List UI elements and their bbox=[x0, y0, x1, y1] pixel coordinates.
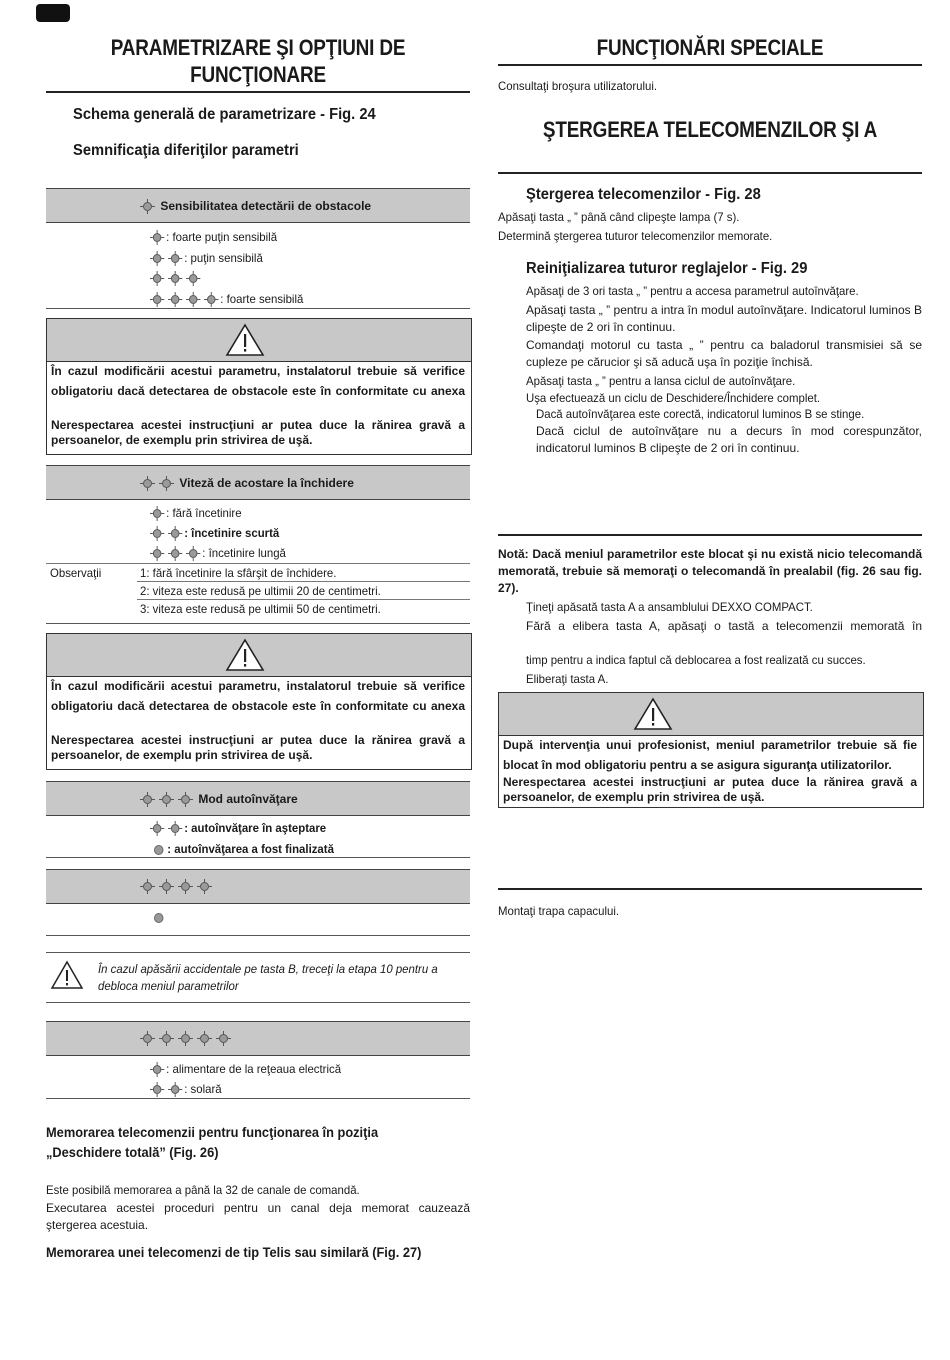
param1-label: Sensibilitatea detectării de obstacole bbox=[160, 199, 372, 213]
led-icon bbox=[150, 526, 164, 541]
led-icon bbox=[150, 292, 164, 307]
param3-opt1-text: : autoînvăţare în aşteptare bbox=[184, 821, 327, 835]
param4-leds bbox=[140, 879, 214, 894]
param2-bottom-rule bbox=[46, 623, 470, 624]
warning-2-line2: obligatoriu dacă detectarea de obstacole este în conformitate cu anexa bbox=[51, 699, 465, 713]
reset-step6: Dacă autoînvăţarea este corectă, indicatorul luminos B se stinge. bbox=[536, 407, 865, 421]
unlock-top-rule bbox=[498, 534, 922, 536]
right-title-2: ŞTERGEREA TELECOMENZILOR ŞI A bbox=[542, 117, 878, 142]
obs-1: 1: fără încetinire la sfârşit de închidere. bbox=[140, 566, 337, 580]
param3-bottom-rule bbox=[46, 857, 470, 858]
caution-triangle-icon bbox=[50, 960, 84, 990]
led-icon bbox=[178, 879, 193, 894]
led-off-icon bbox=[154, 913, 164, 923]
param1-label-row bbox=[140, 199, 371, 214]
led-off-icon bbox=[154, 845, 164, 855]
warning-3-line1: După intervenţia unui profesionist, meniul parametrilor trebuie să fie bbox=[503, 738, 917, 752]
led-icon bbox=[150, 1082, 164, 1097]
obs-row-line-2 bbox=[137, 581, 470, 582]
erase-line2: Determină ştergerea tuturor telecomenzilor memorate. bbox=[498, 229, 773, 243]
led-icon bbox=[216, 1031, 231, 1046]
led-icon bbox=[150, 506, 164, 521]
warning-2-text bbox=[51, 676, 465, 763]
unlock-step4: Eliberaţi tasta A. bbox=[526, 672, 609, 686]
right-title-2-rule bbox=[498, 172, 922, 174]
param5-bottom-rule bbox=[46, 1098, 470, 1099]
led-icon bbox=[150, 1062, 164, 1077]
led-icon bbox=[150, 821, 164, 836]
final-rule bbox=[498, 888, 922, 890]
param1-leds bbox=[140, 199, 155, 214]
warning-2-line1: În cazul modificării acestui parametru, instalatorul trebuie să verifice bbox=[51, 679, 465, 693]
mem-p1: Este posibilă memorarea a până la 32 de canale de comandă. bbox=[46, 1183, 360, 1197]
led-icon bbox=[159, 476, 174, 491]
param3-opt2-text: : autoînvăţarea a fost finalizată bbox=[167, 842, 334, 856]
param1-opt4 bbox=[150, 291, 303, 307]
param2-label-row bbox=[140, 476, 354, 491]
mem-title-line1: Memorarea telecomenzii pentru funcţionarea în poziţia bbox=[46, 1125, 379, 1140]
schema-heading: Schema generală de parametrizare - Fig. 24 bbox=[73, 106, 376, 123]
led-icon bbox=[140, 879, 155, 894]
mem-title-line2: „Deschidere totală” (Fig. 26) bbox=[46, 1145, 219, 1160]
led-icon bbox=[178, 792, 193, 807]
warning-triangle-icon bbox=[225, 323, 265, 357]
param2-label: Viteză de acostare la închidere bbox=[179, 476, 354, 490]
erase-heading: Ştergerea telecomenzilor - Fig. 28 bbox=[526, 186, 761, 203]
led-icon bbox=[186, 271, 200, 286]
led-icon bbox=[186, 546, 200, 561]
param4-bottom-rule bbox=[46, 935, 470, 936]
param3-label-row bbox=[140, 792, 298, 807]
param5-opt2-text: : solară bbox=[184, 1082, 222, 1096]
led-icon bbox=[150, 546, 164, 561]
erase-line1: Apăsaţi tasta „ ” până când clipeşte lampa (7 s). bbox=[498, 210, 740, 224]
note-line1: În cazul apăsării accidentale pe tasta B, treceţi la etapa 10 pentru a bbox=[98, 962, 438, 976]
note-text bbox=[98, 961, 438, 995]
unlock-step2: Fără a elibera tasta A, apăsaţi o tastă a telecomenzii memorată în bbox=[526, 619, 922, 633]
param1-opt4-text: : foarte sensibilă bbox=[220, 292, 304, 306]
unlock-step3: timp pentru a indica faptul că deblocarea a fost realizată cu succes. bbox=[526, 653, 866, 667]
led-icon bbox=[150, 230, 164, 245]
reset-heading: Reiniţializarea tuturor reglajelor - Fig. 29 bbox=[526, 260, 808, 277]
left-title bbox=[76, 34, 441, 88]
obs-label: Observaţii bbox=[50, 566, 102, 580]
note-bottom-rule bbox=[46, 1002, 470, 1003]
obs-2: 2: viteza este redusă pe ultimii 20 de centimetri. bbox=[140, 584, 381, 598]
param1-opt1 bbox=[150, 229, 277, 245]
led-icon bbox=[140, 476, 155, 491]
left-title-line1: PARAMETRIZARE ŞI OPŢIUNI DE bbox=[110, 35, 406, 60]
warning-1-line4: persoanelor, de exemplu prin strivirea de uşă. bbox=[51, 433, 313, 447]
led-icon bbox=[178, 1031, 193, 1046]
led-icon bbox=[197, 1031, 212, 1046]
reset-step7: Dacă ciclul de autoînvăţare nu a decurs în mod corespunzător, indicatorul luminos B clipeşte de 2 ori în continuu. bbox=[536, 424, 922, 455]
warning-3-text bbox=[503, 735, 917, 805]
warning-1-line2: obligatoriu dacă detectarea de obstacole este în conformitate cu anexa bbox=[51, 384, 465, 398]
led-icon bbox=[168, 271, 182, 286]
params-heading: Semnificaţia diferiţilor parametri bbox=[73, 142, 299, 159]
param2-opt2 bbox=[150, 525, 279, 541]
param5-leds bbox=[140, 1031, 233, 1046]
led-icon bbox=[186, 292, 200, 307]
warning-3-line2: blocat în mod obligatoriu pentru a se asigura siguranţa utilizatorilor. bbox=[503, 758, 892, 772]
consult-text: Consultaţi broşura utilizatorului. bbox=[498, 79, 658, 93]
reset-step2: Apăsaţi tasta „ ” pentru a intra în modul autoînvăţare. Indicatorul luminos B clipeşte de 2 ori în continuu. bbox=[526, 303, 922, 334]
left-title-line2: FUNCŢIONARE bbox=[190, 62, 326, 87]
param3-label: Mod autoînvăţare bbox=[198, 792, 298, 806]
reset-step3: Comandaţi motorul cu tasta „ ” pentru ca baladorul transmisiei să se cupleze pe cărucior şi să aducă uşa în poziţie închisă. bbox=[526, 338, 922, 369]
warning-triangle-icon bbox=[225, 638, 265, 672]
warning-2-line3: Nerespectarea acestei instrucţiuni ar putea duce la rănirea gravă a bbox=[51, 733, 465, 747]
param1-opt3 bbox=[150, 270, 202, 286]
reset-step4: Apăsaţi tasta „ ” pentru a lansa ciclul de autoînvăţare. bbox=[526, 374, 796, 388]
param1-bottom-rule bbox=[46, 308, 470, 309]
led-icon bbox=[168, 292, 182, 307]
param1-opt1-text: : foarte puţin sensibilă bbox=[166, 230, 278, 244]
warning-3-line3: Nerespectarea acestei instrucţiuni ar putea duce la rănirea gravă a bbox=[503, 775, 917, 789]
warning-1-line3: Nerespectarea acestei instrucţiuni ar putea duce la rănirea gravă a bbox=[51, 418, 465, 432]
warning-2-line4: persoanelor, de exemplu prin strivirea de uşă. bbox=[51, 748, 313, 762]
obs-3: 3: viteza este redusă pe ultimii 50 de centimetri. bbox=[140, 602, 381, 616]
param3-opt1 bbox=[150, 820, 326, 836]
page-tab-marker bbox=[36, 4, 70, 22]
param4-header bbox=[46, 869, 470, 904]
led-icon bbox=[140, 1031, 155, 1046]
warning-triangle-icon bbox=[633, 697, 673, 731]
param2-opt1 bbox=[150, 505, 242, 521]
left-title-rule bbox=[46, 91, 470, 93]
param1-opt2 bbox=[150, 250, 263, 266]
led-icon bbox=[168, 251, 182, 266]
warning-1-text bbox=[51, 361, 465, 448]
led-icon bbox=[168, 821, 182, 836]
led-icon bbox=[150, 251, 164, 266]
param2-opt3 bbox=[150, 545, 286, 561]
led-icon bbox=[159, 792, 174, 807]
param2-opt1-text: : fără încetinire bbox=[166, 506, 242, 520]
note-line2: debloca meniul parametrilor bbox=[98, 979, 239, 993]
unlock-note: Notă: Dacă meniul parametrilor este blocat şi nu există nicio telecomandă memorată, trebuie să memoraţi o telecomandă în prealabil (fig. 26 sau fig. 27). bbox=[498, 547, 922, 595]
led-icon bbox=[159, 879, 174, 894]
right-title: FUNCŢIONĂRI SPECIALE bbox=[596, 35, 824, 60]
param2-opt2-text: : încetinire scurtă bbox=[184, 526, 280, 540]
param4-opt1 bbox=[154, 909, 167, 925]
telis-title: Memorarea unei telecomenzi de tip Telis sau similară (Fig. 27) bbox=[46, 1245, 422, 1260]
led-icon bbox=[204, 292, 218, 307]
led-icon bbox=[150, 271, 164, 286]
reset-step5: Uşa efectuează un ciclu de Deschidere/Închidere complet. bbox=[526, 391, 821, 405]
param5-header bbox=[46, 1021, 470, 1056]
param3-opt2 bbox=[154, 841, 334, 857]
note-top-rule bbox=[46, 952, 470, 953]
param2-opt3-text: : încetinire lungă bbox=[202, 546, 286, 560]
param5-opt2 bbox=[150, 1081, 222, 1097]
led-icon bbox=[168, 1082, 182, 1097]
reset-step1: Apăsaţi de 3 ori tasta „ ” pentru a accesa parametrul autoînvăţare. bbox=[526, 284, 859, 298]
unlock-step1: Ţineţi apăsată tasta A a ansamblului DEXXO COMPACT. bbox=[526, 600, 813, 614]
param5-opt1 bbox=[150, 1061, 341, 1077]
warning-3-line4: persoanelor, de exemplu prin strivirea de uşă. bbox=[503, 790, 765, 804]
warning-1-line1: În cazul modificării acestui parametru, instalatorul trebuie să verifice bbox=[51, 364, 465, 378]
mem-p2: Executarea acestei proceduri pentru un canal deja memorat cauzează ştergerea acestuia. bbox=[46, 1201, 470, 1232]
mem-title bbox=[46, 1123, 378, 1163]
led-icon bbox=[159, 1031, 174, 1046]
led-icon bbox=[140, 792, 155, 807]
led-icon bbox=[168, 526, 182, 541]
led-icon bbox=[197, 879, 212, 894]
param1-opt2-text: : puţin sensibilă bbox=[184, 251, 263, 265]
led-icon bbox=[140, 199, 155, 214]
led-icon bbox=[168, 546, 182, 561]
montati-text: Montaţi trapa capacului. bbox=[498, 904, 620, 918]
obs-row-line-1 bbox=[46, 563, 470, 564]
obs-row-line-3 bbox=[137, 599, 470, 600]
right-title-rule bbox=[498, 64, 922, 66]
param5-opt1-text: : alimentare de la reţeaua electrică bbox=[166, 1062, 342, 1076]
